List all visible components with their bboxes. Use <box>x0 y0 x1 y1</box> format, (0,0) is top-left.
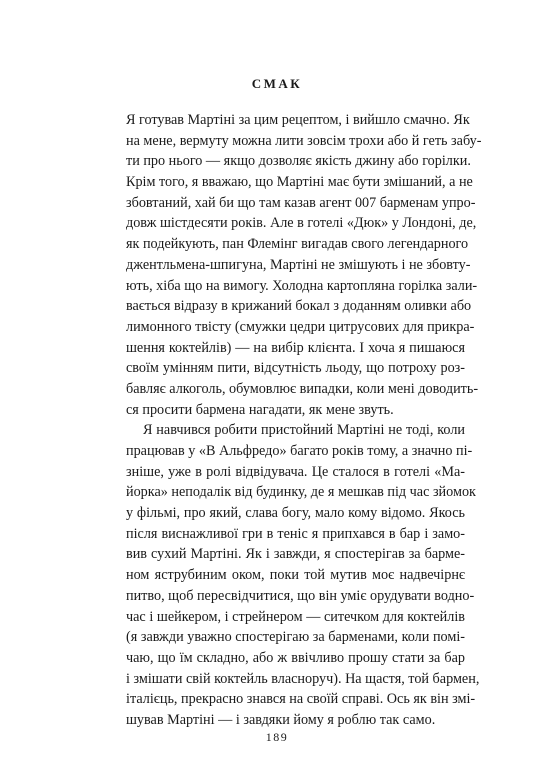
text-line: ся просити бармена нагадати, як мене звуть. <box>126 401 394 418</box>
text-line: як подейкують, пан Флемінг вигадав свого легендарного <box>126 236 469 253</box>
text-line: на мене, вермуту можна лити зовсім трохи або й геть забу- <box>126 132 482 149</box>
running-header-title: СМАК <box>251 76 303 91</box>
text-line: лимонного твісту (смужки цедри цитрусових для прикра- <box>126 318 475 335</box>
text-line: Крім того, я вважаю, що Мартіні має бути змішаний, а не <box>126 174 473 191</box>
text-line: працював у «В Альфредо» багато років тому, а значно пі- <box>126 443 473 459</box>
text-line: ти про нього — якщо дозволяє якість джину або горілки. <box>126 153 471 170</box>
text-line: йорка» неподалік від будинку, де я мешкав під час зйомок <box>126 484 476 501</box>
text-line: ють, хіба що на вимогу. Холодна картопляна горілка зали- <box>126 277 478 294</box>
text-line: і змішати свій коктейль власноруч). На щастя, той бармен, <box>126 670 480 687</box>
text-line: джентльмена-шпигуна, Мартіні не змішують і не збовту- <box>126 256 471 273</box>
page-number: 189 <box>265 730 289 744</box>
text-line: у фільмі, про який, слава богу, мало кому відомо. Якось <box>126 505 465 522</box>
text-line: своїм умінням пити, відсутність льоду, що потроху роз- <box>126 360 465 377</box>
text-line: італієць, прекрасно знався на своїй справі. Ось як він змі- <box>126 691 476 708</box>
text-line: Я готував Мартіні за цим рецептом, і вийшло смачно. Як <box>126 112 470 128</box>
text-line: шував Мартіні — і завдяки йому я роблю так само. <box>126 711 436 728</box>
text-line: питво, щоб пересвідчитися, що він уміє орудувати водно- <box>126 587 475 604</box>
text-line: після виснажливої гри в теніс я припхався в бар і замо- <box>126 525 465 542</box>
text-line: бавляє алкоголь, обумовлює випадки, коли мені доводить- <box>126 380 479 397</box>
text-line: вається відразу в крижаний бокал з доданням оливки або <box>126 298 472 315</box>
text-line: довж шістдесяти років. Але в готелі «Дюк» у Лондоні, де, <box>126 215 477 232</box>
text-line: чаю, що їм складно, або ж ввічливо прошу стати за бар <box>126 649 465 666</box>
paragraph <box>126 420 480 730</box>
text-line: вив сухий Мартіні. Як і завжди, я спостерігав за бармe- <box>126 546 465 563</box>
text-line: збовтаний, хай би що там казав агент 007 барменам упро- <box>126 194 476 211</box>
text-line: ном яструбиним оком, поки той мутив моє надвечірнє <box>126 567 465 584</box>
body-text <box>126 110 482 731</box>
text-line: Я навчився робити пристойний Мартіні не тоді, коли <box>143 422 465 439</box>
paragraph <box>126 110 482 420</box>
text-line: час і шейкером, і стрейнером — ситечком для коктейлів <box>126 608 465 625</box>
text-line: шення коктейлів) — на вибір клієнта. І хоча я пишаюся <box>126 339 465 356</box>
text-line: зніше, уже в ролі відвідувача. Це сталося в готелі «Ма- <box>126 463 465 480</box>
text-line: (я завжди уважно спостерігаю за барменами, коли помі- <box>126 629 465 646</box>
